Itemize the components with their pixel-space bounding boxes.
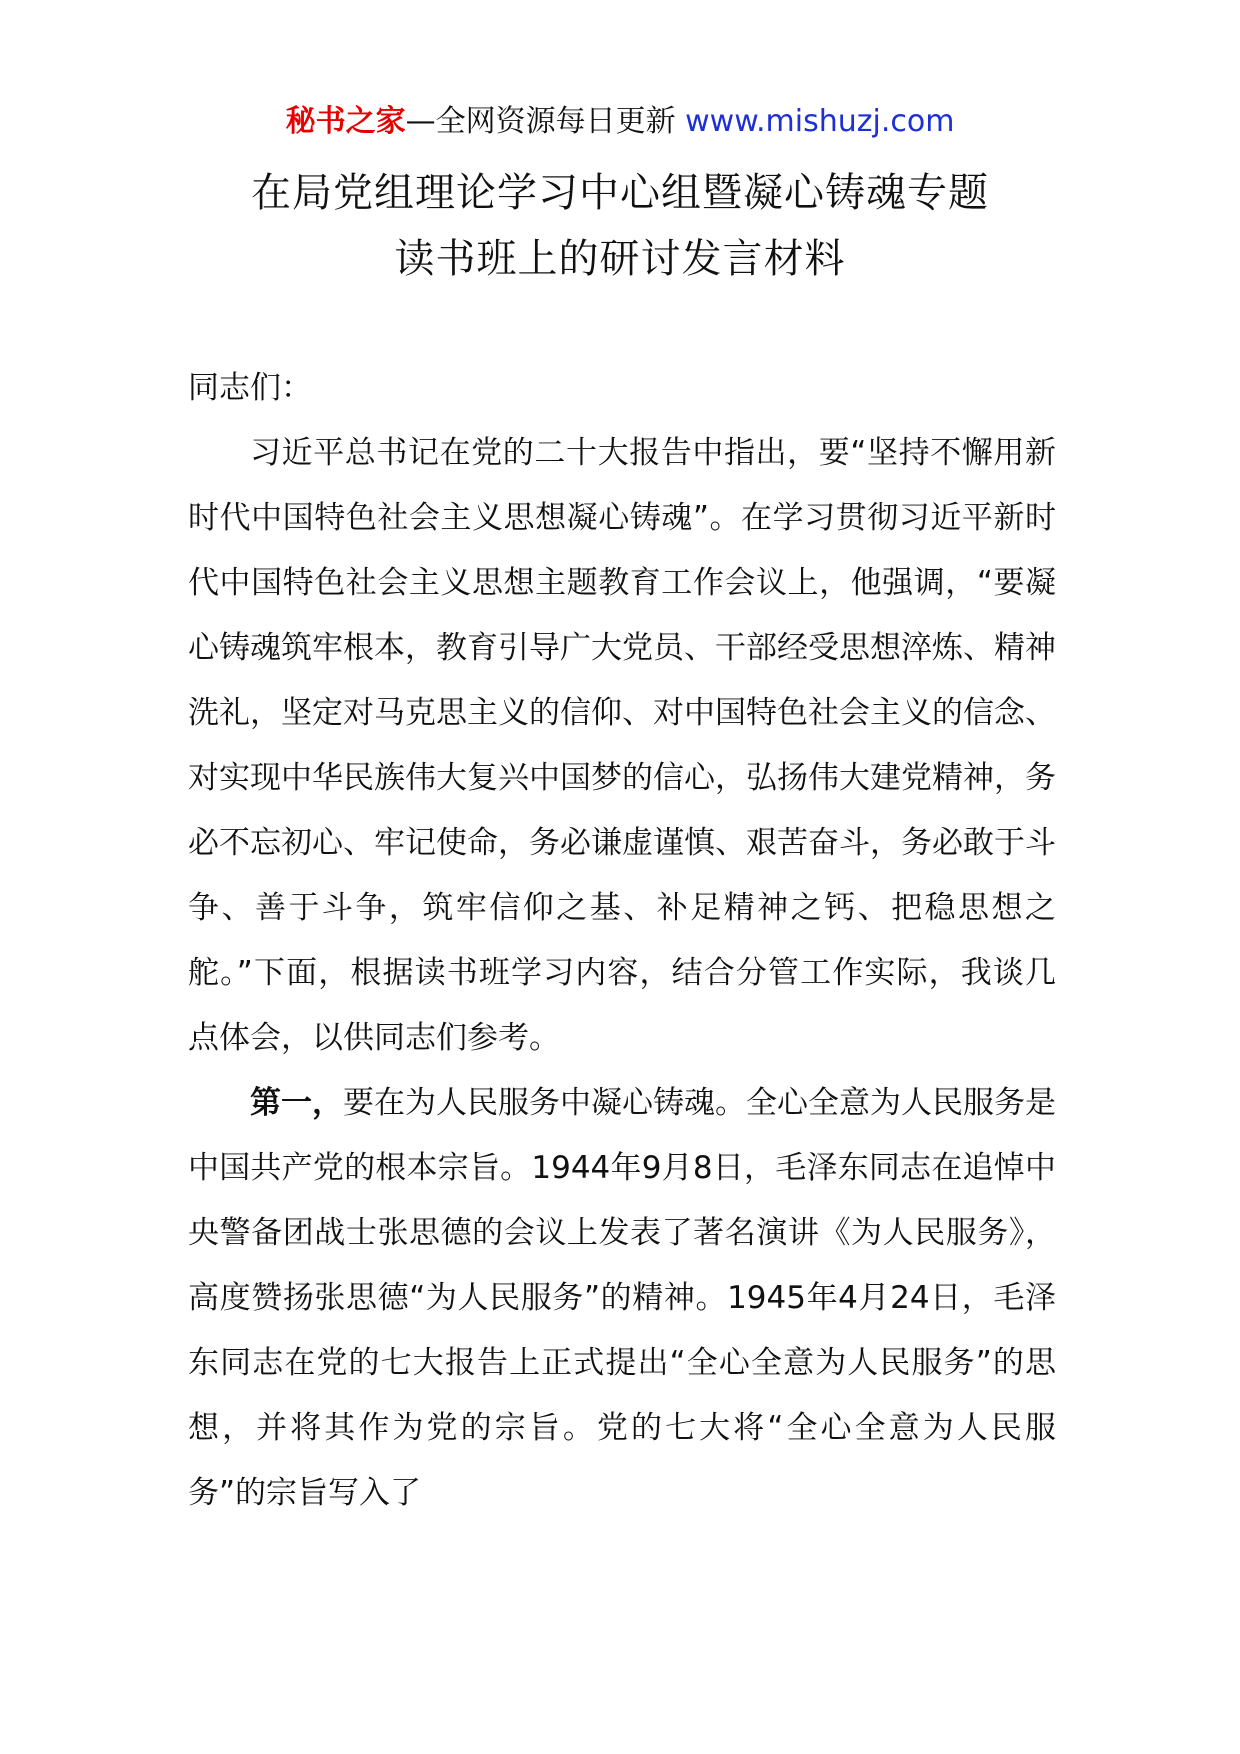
- document-title: [160, 160, 1080, 292]
- site-url-link[interactable]: www.mishuzj.com: [685, 104, 955, 139]
- document-title-line-2: 读书班上的研讨发言材料: [394, 236, 846, 282]
- document-title-line-1: 在局党组理论学习中心组暨凝心铸魂专题: [251, 170, 989, 216]
- document-body: [188, 356, 1056, 1526]
- paragraph-2-text: 要在为人民服务中凝心铸魂。全心全意为人民服务是中国共产党的根本宗旨。1944年9月8日，毛泽东同志在追悼中央警备团战士张思德的会议上发表了著名演讲《为人民服务》，高度赞扬张思德“为人民服务”的精神。1945年4月24日，毛泽东同志在党的七大报告上正式提出“全心全意为人民服务”的思想，并将其作为党的宗旨。党的七大将“全心全意为人民服务”的宗旨写入了: [188, 1085, 1056, 1511]
- paragraph-1: 习近平总书记在党的二十大报告中指出，要“坚持不懈用新时代中国特色社会主义思想凝心铸魂”。在学习贯彻习近平新时代中国特色社会主义思想主题教育工作会议上，他强调，“要凝心铸魂筑牢根本，教育引导广大党员、干部经受思想淬炼、精神洗礼，坚定对马克思主义的信仰、对中国特色社会主义的信念、对实现中华民族伟大复兴中国梦的信心，弘扬伟大建党精神，务必不忘初心、牢记使命，务必谦虚谨慎、艰苦奋斗，务必敢于斗争、善于斗争，筑牢信仰之基、补足精神之钙、把稳思想之舵。”下面，根据读书班学习内容，结合分管工作实际，我谈几点体会，以供同志们参考。: [188, 435, 1056, 1056]
- paragraph-2: [188, 1071, 1056, 1526]
- site-slogan: —全网资源每日更新: [405, 104, 686, 139]
- paragraph-2-lead: 第一，: [250, 1085, 343, 1121]
- site-header: [0, 100, 1240, 144]
- site-brand: 秘书之家: [285, 104, 406, 139]
- salutation: 同志们：: [188, 370, 312, 406]
